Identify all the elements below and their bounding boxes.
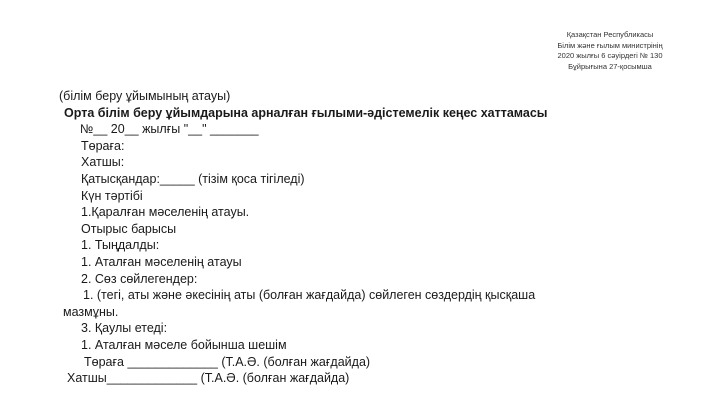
issue-name-line: 1. Аталған мәселенің атауы	[81, 254, 242, 269]
protocol-number-line: №__ 20__ жылғы "__" _______	[80, 122, 259, 137]
organization-name: (білім беру ұйымының атауы)	[59, 89, 231, 103]
approval-note-line-1: Қазақстан Республикасы	[566, 30, 654, 39]
chair-line: Төраға:	[81, 138, 125, 153]
decision-line: 1. Аталған мәселе бойынша шешім	[81, 337, 287, 352]
document-title: Орта білім беру ұйымдарына арналған ғылыми-әдістемелік кеңес хаттамасы	[64, 105, 548, 120]
secretary-signature-line: Хатшы_____________ (Т.А.Ә. (болған жағдайда)	[67, 371, 350, 386]
participants-line: Қатысқандар:_____ (тізім қоса тігіледі)	[81, 171, 305, 186]
approval-note-line-4: Бұйрығына 27-қосымша	[568, 61, 652, 71]
proceedings-heading: Отырыс барысы	[81, 221, 177, 236]
approval-note	[500, 30, 720, 72]
listened-line: 1. Тыңдалды:	[81, 238, 160, 253]
secretary-line: Хатшы:	[81, 155, 125, 170]
agenda-item: 1.Қаралған мәселенің атауы.	[81, 205, 250, 220]
speech-summary-line-2: мазмұны.	[63, 304, 119, 319]
chair-signature-line: Төраға _____________ (Т.А.Ә. (болған жағдайда)	[84, 354, 371, 369]
approval-note-line-3: 2020 жылғы 6 сәуірдегі № 130	[557, 51, 663, 60]
speech-summary-line-1: 1. (тегі, аты және әкесінің аты (болған жағдайда) сөйлеген сөздердің қысқаша	[83, 288, 536, 303]
approval-note-line-2: Білім және ғылым министрінің	[557, 40, 663, 50]
speakers-line: 2. Сөз сөйлегендер:	[81, 271, 198, 286]
resolved-line: 3. Қаулы етеді:	[81, 321, 168, 336]
agenda-heading: Күн тәртібі	[81, 188, 143, 203]
protocol-document	[0, 88, 720, 387]
